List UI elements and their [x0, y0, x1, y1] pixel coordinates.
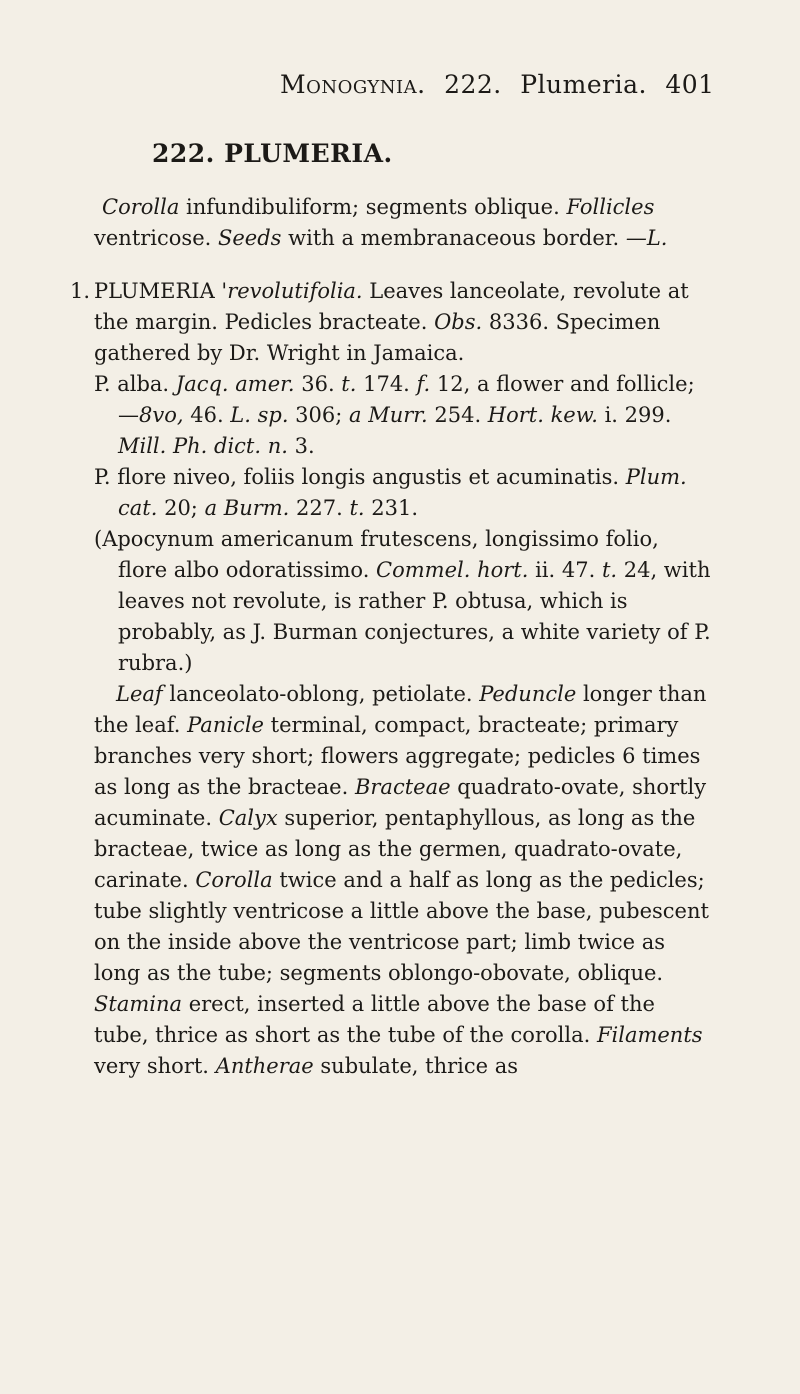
ref-citation: t. [601, 558, 618, 582]
ref-citation: a Burm. [204, 496, 290, 520]
page-number: 401 [665, 70, 715, 99]
desc-text: erect, inserted a little above the base of the tube, thrice as short as the tube of the corolla. [94, 992, 655, 1047]
desc-text: twice and a half as long as the pedicles; tube slightly ventricose a little above the base, pubescent on the inside above the ventricose part; limb twice as long as the tube; segments oblongo-obovate, oblique. [94, 868, 709, 985]
species-name: PLUMERIA [94, 279, 215, 303]
ref-text: 20; [157, 496, 205, 520]
genus-description [94, 192, 700, 254]
running-head-genus-number: 222. [444, 70, 502, 99]
corolla-label: Corolla [102, 195, 180, 219]
corolla-text: infundibuliform; segments oblique. [179, 195, 567, 219]
ref-text: (Apocynum americanum frutescens, longissimo folio, flore albo odoratissimo. [94, 527, 659, 582]
ref-citation: Jacq. amer. [175, 372, 295, 396]
running-head-genus: Plumeria. [520, 70, 647, 99]
ref-text: P. alba. [94, 372, 176, 396]
seeds-label: Seeds [217, 226, 282, 250]
peduncle-label: Peduncle [479, 682, 577, 706]
ref-citation: Hort. kew. [487, 403, 598, 427]
bracteae-label: Bracteae [354, 775, 451, 799]
genus-author: —L. [625, 226, 668, 250]
ref-text: 36. [294, 372, 342, 396]
running-head [280, 70, 800, 99]
ref-text: 3. [287, 434, 315, 458]
running-head-section: Monogynia. [280, 70, 426, 99]
desc-text: quadrato-ovate, shortly acuminate. [94, 775, 707, 830]
species-entry [70, 276, 714, 369]
species-number: 1. [70, 279, 91, 303]
ref-text: 174. [356, 372, 417, 396]
desc-text: lanceolato-oblong, petiolate. [162, 682, 480, 706]
ref-text: 306; [288, 403, 350, 427]
ref-citation: Commel. hort. [376, 558, 529, 582]
ref-citation: t. [349, 496, 365, 520]
seeds-text: with a membranaceous border. [281, 226, 620, 250]
synonym-niveo [94, 462, 714, 524]
ref-text: ii. 47. [528, 558, 602, 582]
follicles-text: ventricose. [94, 226, 218, 250]
ref-text: 227. [289, 496, 350, 520]
follicles-label: Follicles [566, 195, 655, 219]
leaf-label: Leaf [116, 682, 163, 706]
species-specimen-note: 8336. Specimen gathered by Dr. Wright in Jamaica. [94, 310, 661, 365]
ref-text: 231. [364, 496, 419, 520]
obs-label: Obs. [434, 310, 483, 334]
desc-text: very short. [94, 1054, 216, 1078]
species-description [94, 679, 714, 1082]
species-section [70, 276, 714, 1082]
ref-text: 24, with leaves not revolute, is rather P. obtusa, which is probably, as J. Burman conjectures, a white variety of P. rubra.) [118, 558, 711, 675]
ref-text: P. flore niveo, foliis longis angustis et acuminatis. [94, 465, 626, 489]
ref-text: 254. [427, 403, 488, 427]
species-epithet: 'revolutifolia. [221, 279, 363, 303]
ref-citation: 8vo, [139, 403, 184, 427]
ref-text: 46. [183, 403, 231, 427]
desc-text: longer than the leaf. [94, 682, 707, 737]
calyx-label: Calyx [218, 806, 278, 830]
species-diagnosis: Leaves lanceolate, revolute at the margin. Pedicles bracteate. [94, 279, 689, 334]
ref-text: 12, a flower and follicle;— [118, 372, 695, 427]
synonym-apocynum [94, 524, 714, 679]
filaments-label: Filaments [596, 1023, 703, 1047]
ref-citation: f. [416, 372, 431, 396]
desc-text: terminal, compact, bracteate; primary branches very short; flowers aggregate; pedicles 6 times as long as the bracteae. [94, 713, 701, 799]
desc-text: subulate, thrice as [313, 1054, 519, 1078]
ref-citation: a Murr. [349, 403, 428, 427]
panicle-label: Panicle [187, 713, 264, 737]
desc-text: superior, pentaphyllous, as long as the bracteae, twice as long as the germen, quadrato-ovate, carinate. [94, 806, 696, 892]
synonym-alba [94, 369, 714, 462]
ref-citation: Plum. cat. [118, 465, 687, 520]
ref-citation: Mill. Ph. dict. n. [118, 434, 288, 458]
antherae-label: Antherae [215, 1054, 314, 1078]
ref-citation: t. [341, 372, 357, 396]
ref-citation: L. sp. [230, 403, 289, 427]
stamina-label: Stamina [94, 992, 183, 1016]
ref-text: i. 299. [597, 403, 672, 427]
genus-title: 222. PLUMERIA. [152, 139, 393, 168]
corolla-label: Corolla [195, 868, 273, 892]
